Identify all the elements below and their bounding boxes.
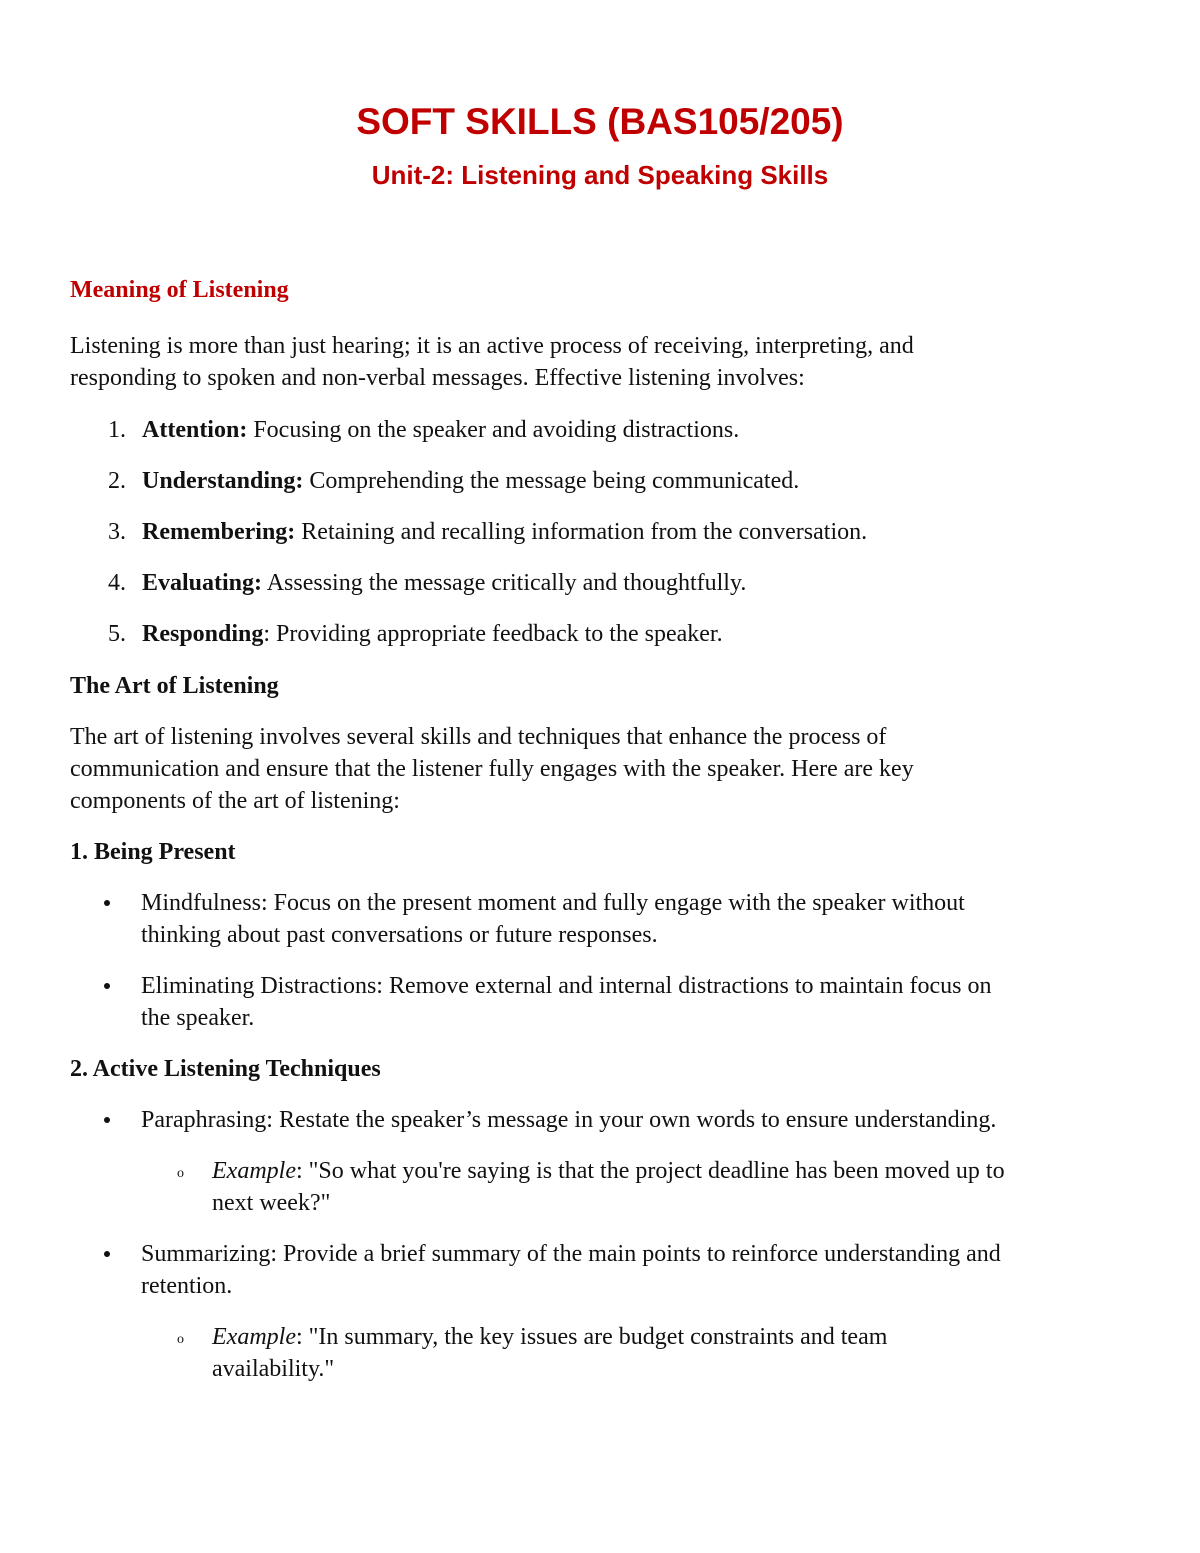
list-term: Evaluating: xyxy=(142,570,263,596)
art-heading: The Art of Listening xyxy=(70,673,279,699)
art-intro-line: components of the art of listening: xyxy=(70,788,400,814)
bullet-text-line: thinking about past conversations or future responses. xyxy=(141,922,658,948)
list-item xyxy=(142,618,723,650)
bullet-text-line: Mindfulness: Focus on the present moment and fully engage with the speaker without xyxy=(141,890,965,916)
art-intro-line: communication and ensure that the listener fully engages with the speaker. Here are key xyxy=(70,756,914,782)
list-term: Responding xyxy=(142,621,264,647)
example-text: : "In summary, the key issues are budget constraints and team xyxy=(295,1324,888,1350)
bullet-text-line: Paraphrasing: Restate the speaker’s message in your own words to ensure understanding. xyxy=(141,1107,997,1133)
list-term: Understanding: xyxy=(142,468,304,494)
list-item xyxy=(142,414,739,446)
list-number: 5. xyxy=(108,621,126,647)
bullet-icon xyxy=(104,1117,110,1123)
meaning-intro-line: responding to spoken and non-verbal messages. Effective listening involves: xyxy=(70,365,805,391)
bullet-text-line: Eliminating Distractions: Remove external and internal distractions to maintain focus on xyxy=(141,973,992,999)
sub-bullet-icon: o xyxy=(177,1166,184,1181)
art-intro-line: The art of listening involves several skills and techniques that enhance the process of xyxy=(70,724,887,750)
example-line xyxy=(212,1321,887,1353)
bullet-text-line: the speaker. xyxy=(141,1005,255,1031)
meaning-intro-line: Listening is more than just hearing; it is an active process of receiving, interpreting, and xyxy=(70,333,914,359)
bullet-icon xyxy=(104,1251,110,1257)
list-number: 3. xyxy=(108,519,126,545)
document-title: SOFT SKILLS (BAS105/205) xyxy=(356,101,844,142)
list-item xyxy=(142,567,746,599)
bullet-icon xyxy=(104,900,110,906)
list-number: 1. xyxy=(108,417,126,443)
example-label: Example xyxy=(212,1158,296,1184)
bullet-icon xyxy=(104,983,110,989)
list-number: 4. xyxy=(108,570,126,596)
document-subtitle: Unit-2: Listening and Speaking Skills xyxy=(371,160,829,190)
list-term: Attention: xyxy=(142,417,248,443)
list-text: Comprehending the message being communicated. xyxy=(303,468,800,494)
example-label: Example xyxy=(212,1324,296,1350)
example-line: next week?" xyxy=(212,1190,331,1216)
list-text: Focusing on the speaker and avoiding distractions. xyxy=(247,417,740,443)
list-term: Remembering: xyxy=(142,519,296,545)
list-text: Assessing the message critically and thoughtfully. xyxy=(262,570,747,596)
section-heading-being-present: 1. Being Present xyxy=(70,839,236,865)
bullet-text-line: retention. xyxy=(141,1273,233,1299)
example-line xyxy=(212,1155,1005,1187)
list-text: : Providing appropriate feedback to the speaker. xyxy=(263,621,723,647)
sub-bullet-icon: o xyxy=(177,1332,184,1347)
bullet-text-line: Summarizing: Provide a brief summary of the main points to reinforce understanding and xyxy=(141,1241,1001,1267)
list-number: 2. xyxy=(108,468,126,494)
example-text: : "So what you're saying is that the project deadline has been moved up to xyxy=(295,1158,1005,1184)
list-item xyxy=(142,465,799,497)
section-heading-active-listening: 2. Active Listening Techniques xyxy=(70,1056,381,1082)
example-line: availability." xyxy=(212,1356,335,1382)
list-item xyxy=(142,516,867,548)
meaning-heading: Meaning of Listening xyxy=(70,277,289,303)
list-text: Retaining and recalling information from the conversation. xyxy=(295,519,868,545)
